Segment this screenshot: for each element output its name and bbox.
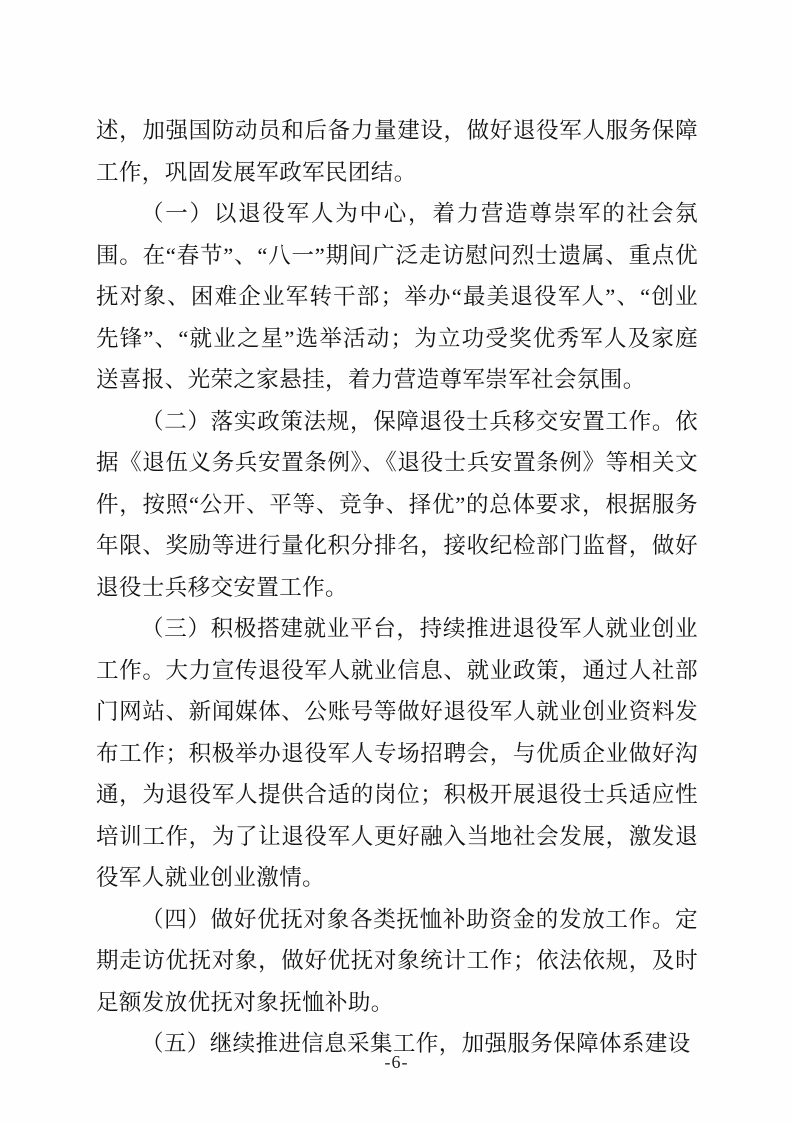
paragraph-item-2: （二）落实政策法规，保障退役士兵移交安置工作。依据《退伍义务兵安置条例》、《退役士兵安置条例》等相关文件，按照“公开、平等、竞争、择优”的总体要求，根据服务年限、奖励等进行量化积分排名，接收纪检部门监督，做好退役士兵移交安置工作。 — [96, 408, 698, 600]
paragraph-item-1: （一）以退役军人为中心，着力营造尊崇军的社会氛围。在“春节”、“八一”期间广泛走访慰问烈士遗属、重点优抚对象、困难企业军转干部；举办“最美退役军人”、“创业先锋”、“就业之星”选举活动；为立功受奖优秀军人及家庭送喜报、光荣之家悬挂，着力营造尊军崇军社会氛围。 — [96, 201, 698, 392]
page-number: -6- — [384, 1052, 409, 1072]
paragraph-item-5: （五）继续推进信息采集工作，加强服务保障体系建设 — [141, 1031, 691, 1056]
paragraph-item-4: （四）做好优抚对象各类抚恤补助资金的发放工作。定期走访优抚对象，做好优抚对象统计工作；依法依规，及时足额发放优抚对象抚恤补助。 — [96, 906, 698, 1015]
paragraph-continuation: 述，加强国防动员和后备力量建设，做好退役军人服务保障工作，巩固发展军政军民团结。 — [96, 118, 698, 185]
document-body — [96, 110, 698, 1065]
paragraph-item-3: （三）积极搭建就业平台，持续推进退役军人就业创业工作。大力宣传退役军人就业信息、就业政策，通过人社部门网站、新闻媒体、公账号等做好退役军人就业创业资料发布工作；积极举办退役军人专场招聘会，与优质企业做好沟通，为退役军人提供合适的岗位；积极开展退役士兵适应性培训工作，为了让退役军人更好融入当地社会发展，激发退役军人就业创业激情。 — [96, 616, 698, 890]
